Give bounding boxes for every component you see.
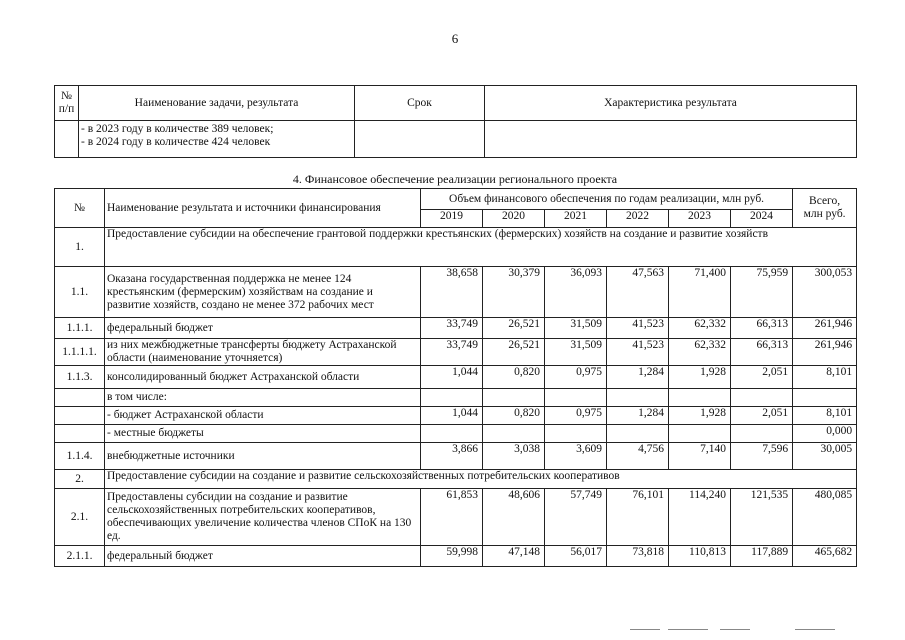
year-value: 3,038 (483, 443, 545, 470)
year-value: 62,332 (669, 339, 731, 366)
year-header: 2023 (669, 210, 731, 228)
row-number: 1.1.1.1. (55, 339, 105, 366)
year-value (607, 389, 669, 407)
row-number: 2.1.1. (55, 546, 105, 567)
year-value: 62,332 (669, 318, 731, 339)
row-total: 0,000 (793, 425, 857, 443)
year-value: 0,820 (483, 366, 545, 389)
row-name: Предоставление субсидии на создание и развитие сельскохозяйственных потребительских кооперативов (105, 470, 857, 489)
year-value: 1,284 (607, 366, 669, 389)
header-task: Наименование задачи, результата (79, 86, 355, 121)
year-value: 3,609 (545, 443, 607, 470)
year-value (607, 425, 669, 443)
scan-mark (630, 629, 660, 630)
header-result: Характеристика результата (485, 86, 857, 121)
year-value: 33,749 (421, 339, 483, 366)
year-value: 7,596 (731, 443, 793, 470)
finance-row (55, 318, 857, 339)
finance-row (55, 389, 857, 407)
row-total: 465,682 (793, 546, 857, 567)
row-name: в том числе: (105, 389, 421, 407)
row-name: консолидированный бюджет Астраханской области (105, 366, 421, 389)
year-value: 110,813 (669, 546, 731, 567)
year-value: 0,820 (483, 407, 545, 425)
year-value: 47,148 (483, 546, 545, 567)
row-name: федеральный бюджет (105, 546, 421, 567)
year-value: 66,313 (731, 318, 793, 339)
year-value: 36,093 (545, 267, 607, 318)
year-value: 26,521 (483, 339, 545, 366)
finance-row (55, 339, 857, 366)
row-name: внебюджетные источники (105, 443, 421, 470)
year-value (669, 425, 731, 443)
year-value: 38,658 (421, 267, 483, 318)
year-value: 4,756 (607, 443, 669, 470)
finance-row (55, 546, 857, 567)
row-total: 480,085 (793, 489, 857, 546)
row-total: 8,101 (793, 366, 857, 389)
year-value: 41,523 (607, 339, 669, 366)
finance-row (55, 470, 857, 489)
row-number: 2.1. (55, 489, 105, 546)
row-name: федеральный бюджет (105, 318, 421, 339)
finance-header-row (55, 189, 857, 210)
year-value: 0,975 (545, 407, 607, 425)
year-value: 1,044 (421, 407, 483, 425)
cell-result (485, 121, 857, 158)
task-table-row (55, 121, 857, 158)
row-number: 2. (55, 470, 105, 489)
cell-term (355, 121, 485, 158)
row-number (55, 389, 105, 407)
year-header: 2021 (545, 210, 607, 228)
year-value (421, 389, 483, 407)
finance-row (55, 366, 857, 389)
finance-row (55, 489, 857, 546)
row-total (793, 389, 857, 407)
row-number: 1. (55, 228, 105, 267)
year-value: 30,379 (483, 267, 545, 318)
year-value: 61,853 (421, 489, 483, 546)
year-value: 31,509 (545, 318, 607, 339)
row-name: Оказана государственная поддержка не менее 124 крестьянским (фермерским) хозяйствам на создание и развитие хозяйств, создано не менее 372 рабочих мест (105, 267, 421, 318)
year-value: 1,284 (607, 407, 669, 425)
header-num: № (55, 189, 105, 228)
year-value: 1,044 (421, 366, 483, 389)
header-term: Срок (355, 86, 485, 121)
finance-body (55, 228, 857, 567)
finance-table (54, 188, 857, 567)
row-total: 261,946 (793, 318, 857, 339)
year-value: 3,866 (421, 443, 483, 470)
year-value (545, 389, 607, 407)
scan-mark (668, 629, 708, 630)
row-number: 1.1.4. (55, 443, 105, 470)
task-line: - в 2024 году в количестве 424 человек (81, 136, 271, 148)
finance-row (55, 425, 857, 443)
year-value (731, 425, 793, 443)
row-number (55, 407, 105, 425)
section-title: 4. Финансовое обеспечение реализации регионального проекта (292, 172, 618, 186)
header-volume: Объем финансового обеспечения по годам реализации, млн руб. (421, 189, 793, 210)
row-name: - местные бюджеты (105, 425, 421, 443)
year-value: 26,521 (483, 318, 545, 339)
year-value (483, 425, 545, 443)
row-number (55, 425, 105, 443)
year-value: 1,928 (669, 407, 731, 425)
row-total: 261,946 (793, 339, 857, 366)
year-header: 2024 (731, 210, 793, 228)
year-value (669, 389, 731, 407)
year-value: 33,749 (421, 318, 483, 339)
year-value: 121,535 (731, 489, 793, 546)
row-name: - бюджет Астраханской области (105, 407, 421, 425)
year-value (545, 425, 607, 443)
year-value (731, 389, 793, 407)
finance-row (55, 443, 857, 470)
row-name: Предоставление субсидии на обеспечение грантовой поддержки крестьянских (фермерских) хозяйств на создание и развитие хозяйств (105, 228, 857, 267)
finance-row (55, 267, 857, 318)
year-header: 2022 (607, 210, 669, 228)
row-total: 8,101 (793, 407, 857, 425)
scan-mark (720, 629, 750, 630)
year-value: 56,017 (545, 546, 607, 567)
year-value: 0,975 (545, 366, 607, 389)
row-number: 1.1. (55, 267, 105, 318)
year-value: 2,051 (731, 366, 793, 389)
year-value: 114,240 (669, 489, 731, 546)
year-value: 48,606 (483, 489, 545, 546)
row-total: 30,005 (793, 443, 857, 470)
year-header: 2020 (483, 210, 545, 228)
year-value: 75,959 (731, 267, 793, 318)
year-value: 2,051 (731, 407, 793, 425)
year-value: 66,313 (731, 339, 793, 366)
header-total: Всего, млн руб. (793, 189, 857, 228)
year-value: 71,400 (669, 267, 731, 318)
year-value (421, 425, 483, 443)
finance-row (55, 407, 857, 425)
year-value (483, 389, 545, 407)
row-total: 300,053 (793, 267, 857, 318)
row-number: 1.1.3. (55, 366, 105, 389)
task-table (54, 85, 857, 158)
year-value: 59,998 (421, 546, 483, 567)
row-number: 1.1.1. (55, 318, 105, 339)
cell-task (79, 121, 355, 158)
page-number: 6 (451, 31, 459, 46)
row-name: Предоставлены субсидии на создание и развитие сельскохозяйственных потребительских кооперативов, обеспечивающих увеличение количества членов СПоК на 130 ед. (105, 489, 421, 546)
year-value: 117,889 (731, 546, 793, 567)
year-value: 47,563 (607, 267, 669, 318)
year-header: 2019 (421, 210, 483, 228)
task-line: - в 2023 году в количестве 389 человек; (81, 123, 274, 135)
row-name: из них межбюджетные трансферты бюджету Астраханской области (наименование уточняется) (105, 339, 421, 366)
header-num: № п/п (55, 86, 79, 121)
scan-mark (795, 629, 835, 630)
year-value: 31,509 (545, 339, 607, 366)
task-table-header (55, 86, 857, 121)
year-value: 76,101 (607, 489, 669, 546)
year-value: 7,140 (669, 443, 731, 470)
year-value: 41,523 (607, 318, 669, 339)
finance-row (55, 228, 857, 267)
year-value: 73,818 (607, 546, 669, 567)
year-value: 57,749 (545, 489, 607, 546)
cell-num (55, 121, 79, 158)
header-name: Наименование результата и источники финансирования (105, 189, 421, 228)
year-value: 1,928 (669, 366, 731, 389)
